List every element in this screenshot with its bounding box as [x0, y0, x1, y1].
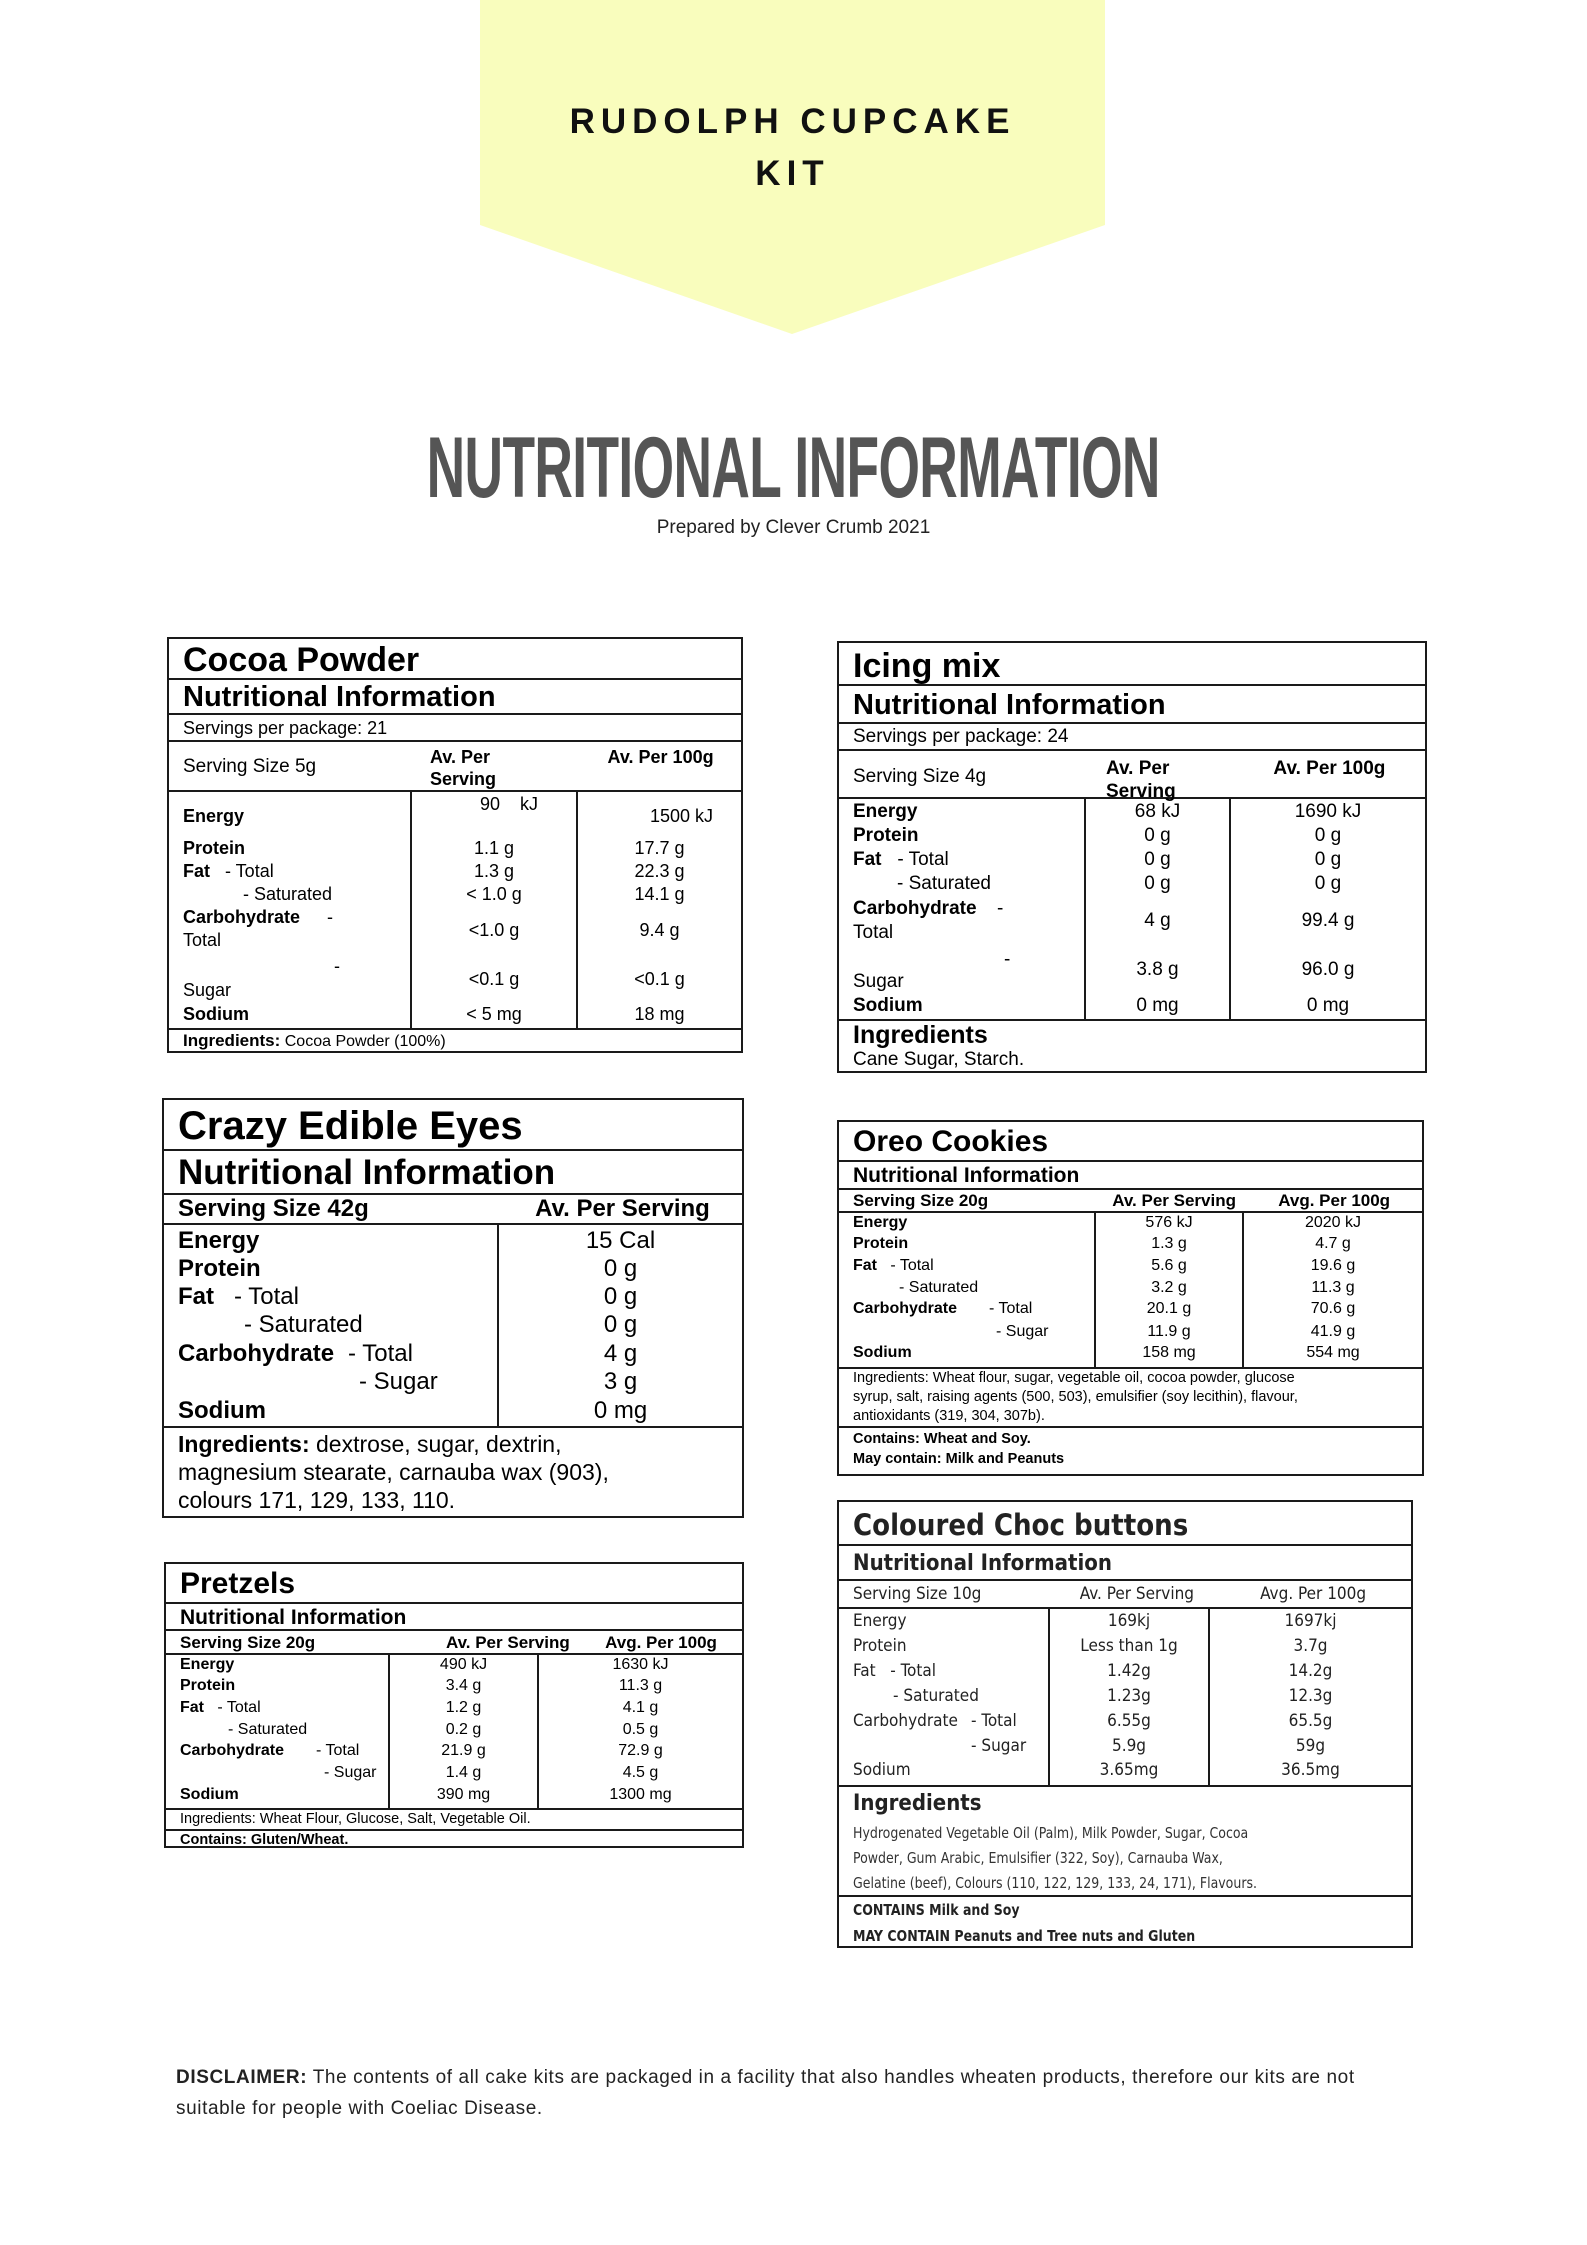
ingredients-label: Ingredients	[853, 1021, 988, 1049]
value-sugar-serving: <0.1 g	[468, 969, 520, 989]
nutrient-labels	[839, 1609, 1048, 1785]
nutrient-grid	[839, 799, 1425, 1021]
column-headers	[839, 1190, 1422, 1213]
value-sodium-serving: 3.65mg	[1099, 1760, 1159, 1780]
label-fat-total-sub: - Total	[217, 1699, 261, 1716]
value-sodium-100g: 18 mg	[634, 1004, 685, 1024]
serving-size: Serving Size 5g	[183, 756, 317, 777]
nutrition-heading: Nutritional Information	[169, 680, 741, 715]
value-sugar-serving: 1.4 g	[445, 1764, 482, 1781]
label-carb-total: - Total	[971, 1711, 1017, 1731]
ingredients	[839, 1021, 1425, 1071]
per-serving-values	[1048, 1609, 1208, 1785]
label-carb-main: Carbohydrate	[853, 898, 977, 919]
ingredients-line1	[853, 1821, 1411, 1846]
ingredients-line2: syrup, salt, raising agents (500, 503), emulsifier (soy lecithin), flavour,	[853, 1389, 1298, 1405]
nutrition-heading: Nutritional Information	[839, 686, 1425, 724]
nutrient-labels	[164, 1225, 497, 1426]
label-carb-total: Total	[853, 922, 894, 943]
label-carb	[839, 1711, 1048, 1731]
nutrient-labels	[839, 799, 1084, 1019]
allergen-info	[839, 1428, 1422, 1469]
label-fat-sat: - Saturated	[244, 1311, 363, 1338]
label-protein: Protein	[180, 1677, 236, 1694]
serving-size: Serving Size 20g	[853, 1191, 989, 1210]
value-sugar-100g: 4.5 g	[622, 1764, 659, 1781]
label-carb-main: Carbohydrate	[178, 1340, 335, 1367]
label-energy: Energy	[853, 1214, 908, 1231]
label-fat-total-sub: - Total	[890, 1661, 936, 1681]
ingredients-line2	[853, 1846, 1411, 1871]
value-carb-100g: 9.4 g	[639, 920, 680, 940]
icing-mix-panel	[837, 641, 1427, 1073]
col-per-serving	[1092, 751, 1234, 802]
serving-size: Serving Size 4g	[853, 766, 987, 787]
value-sat-serving: 0 g	[1144, 873, 1171, 894]
label-protein: Protein	[178, 1255, 261, 1282]
nutrition-heading: Nutritional Information	[839, 1546, 1411, 1581]
ingredients-label: Ingredients:	[183, 1031, 281, 1050]
label-sugar-dash: -	[334, 956, 340, 976]
label-fat-sat: - Saturated	[899, 1279, 979, 1296]
ingredients-text: Cane Sugar, Starch.	[853, 1049, 1025, 1070]
product-name: Cocoa Powder	[169, 639, 741, 680]
per-100g-values	[1208, 1609, 1411, 1785]
value-sugar-serving: 3.8 g	[1136, 959, 1179, 980]
ingredients-line1	[178, 1430, 742, 1458]
label-protein: Protein	[853, 1235, 909, 1252]
product-name: Pretzels	[166, 1564, 742, 1604]
label-carb-main: Carbohydrate	[853, 1711, 958, 1731]
nutrient-grid	[166, 1655, 742, 1810]
value-fat-serving: 0 g	[603, 1283, 638, 1310]
nutrient-labels	[166, 1655, 388, 1808]
cocoa-powder-panel	[167, 637, 743, 1053]
serving-size: Serving Size 20g	[180, 1633, 316, 1652]
disclaimer-text: The contents of all cake kits are packaged in a facility that also handles wheaten products, therefore our kits are not suitable for people with Coeliac Disease.	[176, 2067, 1355, 2119]
col-per-serving-l1: Av. Per	[1106, 758, 1170, 779]
label-fat-total-sub: - Total	[890, 1257, 934, 1274]
page-title-text: NUTRITIONAL INFORMATION	[426, 420, 1161, 516]
value-protein-serving: 0 g	[603, 1255, 638, 1282]
value-sat-serving: 0.2 g	[445, 1721, 482, 1738]
label-sugar: - Sugar	[359, 1368, 438, 1395]
label-fat-total	[169, 861, 410, 882]
label-sodium: Sodium	[180, 1786, 239, 1803]
label-energy: Energy	[853, 1611, 907, 1631]
product-name: Icing mix	[839, 643, 1425, 686]
label-carb-main: Carbohydrate	[183, 907, 301, 927]
label-carb-main: Carbohydrate	[180, 1742, 285, 1759]
col-per-serving	[418, 742, 580, 790]
contains-text: CONTAINS Milk and Soy	[853, 1901, 1020, 1919]
value-energy-serving: 169kj	[1107, 1611, 1151, 1631]
nutrient-grid	[839, 1609, 1411, 1787]
per-100g-values	[576, 792, 741, 1028]
may-contain	[853, 1923, 1411, 1949]
nutrient-labels	[169, 792, 410, 1028]
page-title	[0, 418, 1587, 518]
nutrient-labels	[839, 1213, 1094, 1367]
col-per-serving: Av. Per Serving	[1112, 1191, 1236, 1210]
col-per-serving: Av. Per Serving	[1079, 1584, 1194, 1604]
value-protein-100g: 11.3 g	[618, 1677, 663, 1694]
value-energy-100g: 1690 kJ	[1294, 801, 1362, 822]
value-protein-serving: 1.1 g	[473, 838, 515, 858]
per-100g-values	[1229, 799, 1425, 1019]
ingredients-label: Ingredients	[853, 1791, 982, 1816]
label-energy: Energy	[178, 1227, 260, 1254]
label-carb-total: Total	[183, 930, 222, 950]
value-energy-100g: 1697kj	[1284, 1611, 1337, 1631]
label-sugar-dash: -	[1004, 949, 1011, 970]
value-sat-serving: 0 g	[603, 1311, 638, 1338]
label-sugar: - Sugar	[324, 1764, 377, 1781]
col-per-100g: Avg. Per 100g	[1278, 1191, 1391, 1210]
label-fat: Fat	[180, 1699, 204, 1716]
value-sodium-serving: 390 mg	[436, 1786, 491, 1803]
value-sugar-serving: 11.9 g	[1147, 1323, 1191, 1340]
value-carb-100g: 70.6 g	[1310, 1300, 1356, 1317]
label-sugar: - Sugar	[971, 1736, 1027, 1756]
value-fat-serving: 1.42g	[1107, 1661, 1151, 1681]
label-carb	[839, 898, 1084, 920]
per-serving-values	[388, 1655, 537, 1808]
value-sat-100g: 11.3 g	[1311, 1279, 1355, 1296]
label-carb-main: Carbohydrate	[853, 1300, 958, 1317]
per-100g-values	[537, 1655, 742, 1808]
col-per-100g: Av. Per 100g	[607, 747, 714, 767]
value-sat-100g: 0.5 g	[622, 1721, 659, 1738]
label-fat: Fat	[853, 1661, 876, 1681]
label-protein: Protein	[183, 838, 246, 858]
ingredients-text: Cocoa Powder (100%)	[284, 1033, 446, 1050]
value-fat-serving: 1.2 g	[445, 1699, 482, 1716]
label-fat-total	[839, 1257, 1094, 1275]
value-fat-serving: 0 g	[1144, 849, 1171, 870]
label-sodium: Sodium	[853, 995, 923, 1016]
serving-size: Serving Size 42g	[178, 1195, 369, 1222]
value-energy-serving: 68 kJ	[1134, 801, 1181, 822]
value-energy-num: 90	[480, 794, 501, 814]
value-sodium-serving: 0 mg	[593, 1397, 648, 1424]
label-fat: Fat	[853, 849, 882, 870]
per-serving-values	[497, 1225, 742, 1426]
value-energy-100g: 2020 kJ	[1304, 1214, 1362, 1231]
value-protein-serving: 1.3 g	[1151, 1235, 1187, 1252]
col-per-100g: Avg. Per 100g	[605, 1633, 717, 1652]
value-carb-serving: 21.9 g	[441, 1742, 486, 1759]
label-sugar: Sugar	[183, 980, 232, 1000]
ingredients-text-1: dextrose, sugar, dextrin,	[316, 1431, 562, 1457]
ingredients	[169, 1030, 741, 1054]
product-name: Coloured Choc buttons	[839, 1502, 1411, 1546]
label-carb-total: - Total	[348, 1340, 413, 1367]
value-fat-100g: 22.3 g	[634, 861, 685, 881]
label-carb-total: - Total	[989, 1300, 1033, 1317]
label-protein: Protein	[853, 825, 919, 846]
value-protein-serving: 3.4 g	[445, 1677, 482, 1694]
value-sodium-serving: < 5 mg	[466, 1004, 522, 1024]
label-sodium: Sodium	[178, 1397, 266, 1424]
value-protein-100g: 17.7 g	[634, 838, 685, 858]
value-sat-100g: 12.3g	[1288, 1686, 1333, 1706]
label-carb	[164, 1340, 497, 1368]
contains: Contains: Gluten/Wheat.	[180, 1832, 349, 1848]
value-sugar-serving: 5.9g	[1111, 1736, 1147, 1756]
value-fat-100g: 19.6 g	[1310, 1257, 1356, 1274]
ingredients-line2: magnesium stearate, carnauba wax (903),	[178, 1459, 609, 1485]
col-per-100g: Avg. Per 100g	[1260, 1584, 1367, 1604]
value-sodium-100g: 36.5mg	[1281, 1760, 1340, 1780]
ingredients-line3: antioxidants (319, 304, 307b).	[853, 1408, 1045, 1424]
label-fat-total	[164, 1283, 497, 1311]
value-sat-serving: < 1.0 g	[466, 884, 522, 904]
value-carb-100g: 72.9 g	[618, 1742, 663, 1759]
value-fat-100g: 0 g	[1314, 849, 1342, 870]
column-headers	[166, 1631, 742, 1655]
pretzels-panel	[164, 1562, 744, 1848]
label-fat-total	[839, 849, 1084, 871]
ingredients	[839, 1787, 1411, 1897]
may-contain: May contain: Milk and Peanuts	[853, 1451, 1065, 1467]
value-energy-unit: kJ	[520, 794, 539, 814]
label-energy: Energy	[183, 806, 245, 826]
label-fat-sat: - Saturated	[893, 1686, 979, 1706]
label-fat-sat: - Saturated	[897, 873, 991, 894]
label-fat: Fat	[853, 1257, 877, 1274]
per-serving-values	[1094, 1213, 1242, 1367]
servings-per-package: Servings per package: 24	[839, 724, 1425, 751]
value-fat-100g: 4.1 g	[622, 1699, 659, 1716]
ingredients-text-3: Gelatine (beef), Colours (110, 122, 129, 133, 24, 171), Flavours.	[853, 1874, 1258, 1892]
product-name: Crazy Edible Eyes	[164, 1100, 742, 1151]
value-sat-100g: 14.1 g	[634, 884, 685, 904]
contains	[853, 1897, 1411, 1923]
value-carb-100g: 65.5g	[1288, 1711, 1333, 1731]
column-headers	[839, 751, 1425, 802]
coloured-choc-buttons-panel	[837, 1500, 1413, 1948]
ingredients: Ingredients: Wheat Flour, Glucose, Salt, Vegetable Oil.	[166, 1810, 742, 1831]
serving-size: Serving Size 10g	[853, 1584, 982, 1604]
nutrient-grid	[839, 1213, 1422, 1369]
value-fat-serving: 1.3 g	[473, 861, 515, 881]
value-fat-serving: 5.6 g	[1151, 1257, 1187, 1274]
value-protein-100g: 4.7 g	[1315, 1235, 1351, 1252]
value-sugar-serving: 3 g	[603, 1368, 638, 1395]
ingredients-label: Ingredients:	[178, 1431, 310, 1457]
nutrition-heading: Nutritional Information	[166, 1604, 742, 1631]
label-sodium: Sodium	[183, 1004, 249, 1024]
label-protein: Protein	[853, 1636, 907, 1656]
label-carb-dash: -	[997, 898, 1004, 919]
banner-title-line2: KIT	[755, 154, 830, 193]
value-carb-serving: 4 g	[1144, 910, 1171, 931]
col-per-serving-l2: Serving	[429, 769, 496, 789]
crazy-edible-eyes-panel	[162, 1098, 744, 1518]
label-carb	[166, 1742, 388, 1760]
value-sat-serving: 1.23g	[1107, 1686, 1151, 1706]
disclaimer-label: DISCLAIMER:	[176, 2067, 308, 2088]
per-serving-values	[410, 792, 576, 1028]
value-sodium-100g: 1300 mg	[609, 1786, 672, 1803]
nutrient-grid	[164, 1225, 742, 1428]
value-energy-serving	[480, 794, 576, 815]
label-sodium: Sodium	[853, 1344, 912, 1361]
value-carb-serving: 4 g	[603, 1340, 638, 1367]
banner-title	[480, 96, 1105, 200]
value-sugar-100g: 41.9 g	[1310, 1323, 1356, 1340]
per-serving-values	[1084, 799, 1229, 1019]
ingredients-line3: colours 171, 129, 133, 110.	[178, 1487, 456, 1513]
value-sugar-100g: <0.1 g	[634, 969, 685, 989]
value-protein-serving: 0 g	[1144, 825, 1171, 846]
prepared-by: Prepared by Clever Crumb 2021	[656, 517, 931, 538]
value-sodium-serving: 158 mg	[1142, 1344, 1196, 1361]
value-sugar-100g: 59g	[1295, 1736, 1326, 1756]
nutrition-heading: Nutritional Information	[839, 1162, 1422, 1190]
label-carb-total: - Total	[316, 1742, 360, 1759]
column-headers	[164, 1195, 742, 1225]
col-per-serving-l1: Av. Per	[429, 747, 490, 767]
disclaimer	[176, 2062, 1416, 2124]
ingredients	[164, 1428, 742, 1514]
value-energy-serving: 490 kJ	[439, 1656, 488, 1673]
column-headers	[839, 1581, 1411, 1609]
oreo-cookies-panel	[837, 1120, 1424, 1476]
value-sodium-100g: 554 mg	[1306, 1344, 1360, 1361]
value-carb-serving: 6.55g	[1107, 1711, 1151, 1731]
ingredients-text-2: Powder, Gum Arabic, Emulsifier (322, Soy), Carnauba Wax,	[853, 1849, 1223, 1867]
label-fat: Fat	[183, 861, 210, 881]
column-headers	[169, 742, 741, 792]
col-per-100g: Av. Per 100g	[1273, 758, 1386, 779]
value-protein-100g: 3.7g	[1293, 1636, 1328, 1656]
value-sat-serving: 3.2 g	[1151, 1279, 1187, 1296]
label-energy: Energy	[853, 801, 918, 822]
may-contain-text: MAY CONTAIN Peanuts and Tree nuts and Gluten	[853, 1927, 1196, 1945]
value-energy-serving: 15 Cal	[585, 1227, 656, 1254]
ingredients-text-1: Hydrogenated Vegetable Oil (Palm), Milk Powder, Sugar, Cocoa	[853, 1824, 1249, 1842]
value-energy-100g: 1630 kJ	[612, 1656, 669, 1673]
label-carb-dash: -	[327, 907, 333, 927]
label-fat-sat: - Saturated	[243, 884, 333, 904]
value-protein-100g: 0 g	[1314, 825, 1342, 846]
ingredients	[839, 1369, 1422, 1428]
col-per-serving: Av. Per Serving	[445, 1633, 570, 1652]
value-carb-100g: 99.4 g	[1301, 910, 1355, 931]
contains: Contains: Wheat and Soy.	[853, 1431, 1031, 1447]
label-fat-total	[839, 1661, 1048, 1681]
servings-per-package: Servings per package: 21	[169, 715, 741, 742]
value-sugar-100g: 96.0 g	[1301, 959, 1355, 980]
label-fat-sat: - Saturated	[228, 1721, 308, 1738]
label-fat-total	[166, 1699, 388, 1717]
label-sugar: - Sugar	[996, 1323, 1049, 1340]
value-fat-100g: 14.2g	[1288, 1661, 1333, 1681]
per-100g-values	[1242, 1213, 1422, 1367]
label-fat-total-sub: - Total	[897, 849, 949, 870]
ingredients-line1: Ingredients: Wheat flour, sugar, vegetable oil, cocoa powder, glucose	[853, 1370, 1295, 1386]
col-per-serving: Av. Per Serving	[535, 1195, 710, 1222]
value-sodium-serving: 0 mg	[1136, 995, 1179, 1016]
value-energy-100g: 1500 kJ	[650, 806, 714, 826]
value-sat-100g: 0 g	[1314, 873, 1342, 894]
product-name: Oreo Cookies	[839, 1122, 1422, 1162]
header-banner	[480, 0, 1105, 334]
label-fat: Fat	[178, 1283, 214, 1310]
label-sugar: Sugar	[853, 971, 904, 992]
label-sodium: Sodium	[853, 1760, 911, 1780]
value-sodium-100g: 0 mg	[1306, 995, 1350, 1016]
value-protein-serving: Less than 1g	[1080, 1636, 1178, 1656]
nutrient-grid	[169, 792, 741, 1030]
label-carb	[169, 907, 410, 928]
nutrition-heading: Nutritional Information	[164, 1151, 742, 1195]
value-carb-serving: <1.0 g	[468, 920, 520, 940]
label-energy: Energy	[180, 1656, 235, 1673]
ingredients-line3	[853, 1871, 1411, 1896]
label-carb	[839, 1300, 1094, 1318]
col-per-serving-l2: Serving	[1106, 781, 1176, 802]
label-fat-total-sub: - Total	[225, 861, 274, 881]
allergen-info	[839, 1897, 1411, 1949]
value-energy-serving: 576 kJ	[1145, 1214, 1193, 1231]
label-fat-total-sub: - Total	[234, 1283, 299, 1310]
banner-title-line1: RUDOLPH CUPCAKE	[569, 102, 1016, 141]
value-carb-serving: 20.1 g	[1146, 1300, 1192, 1317]
